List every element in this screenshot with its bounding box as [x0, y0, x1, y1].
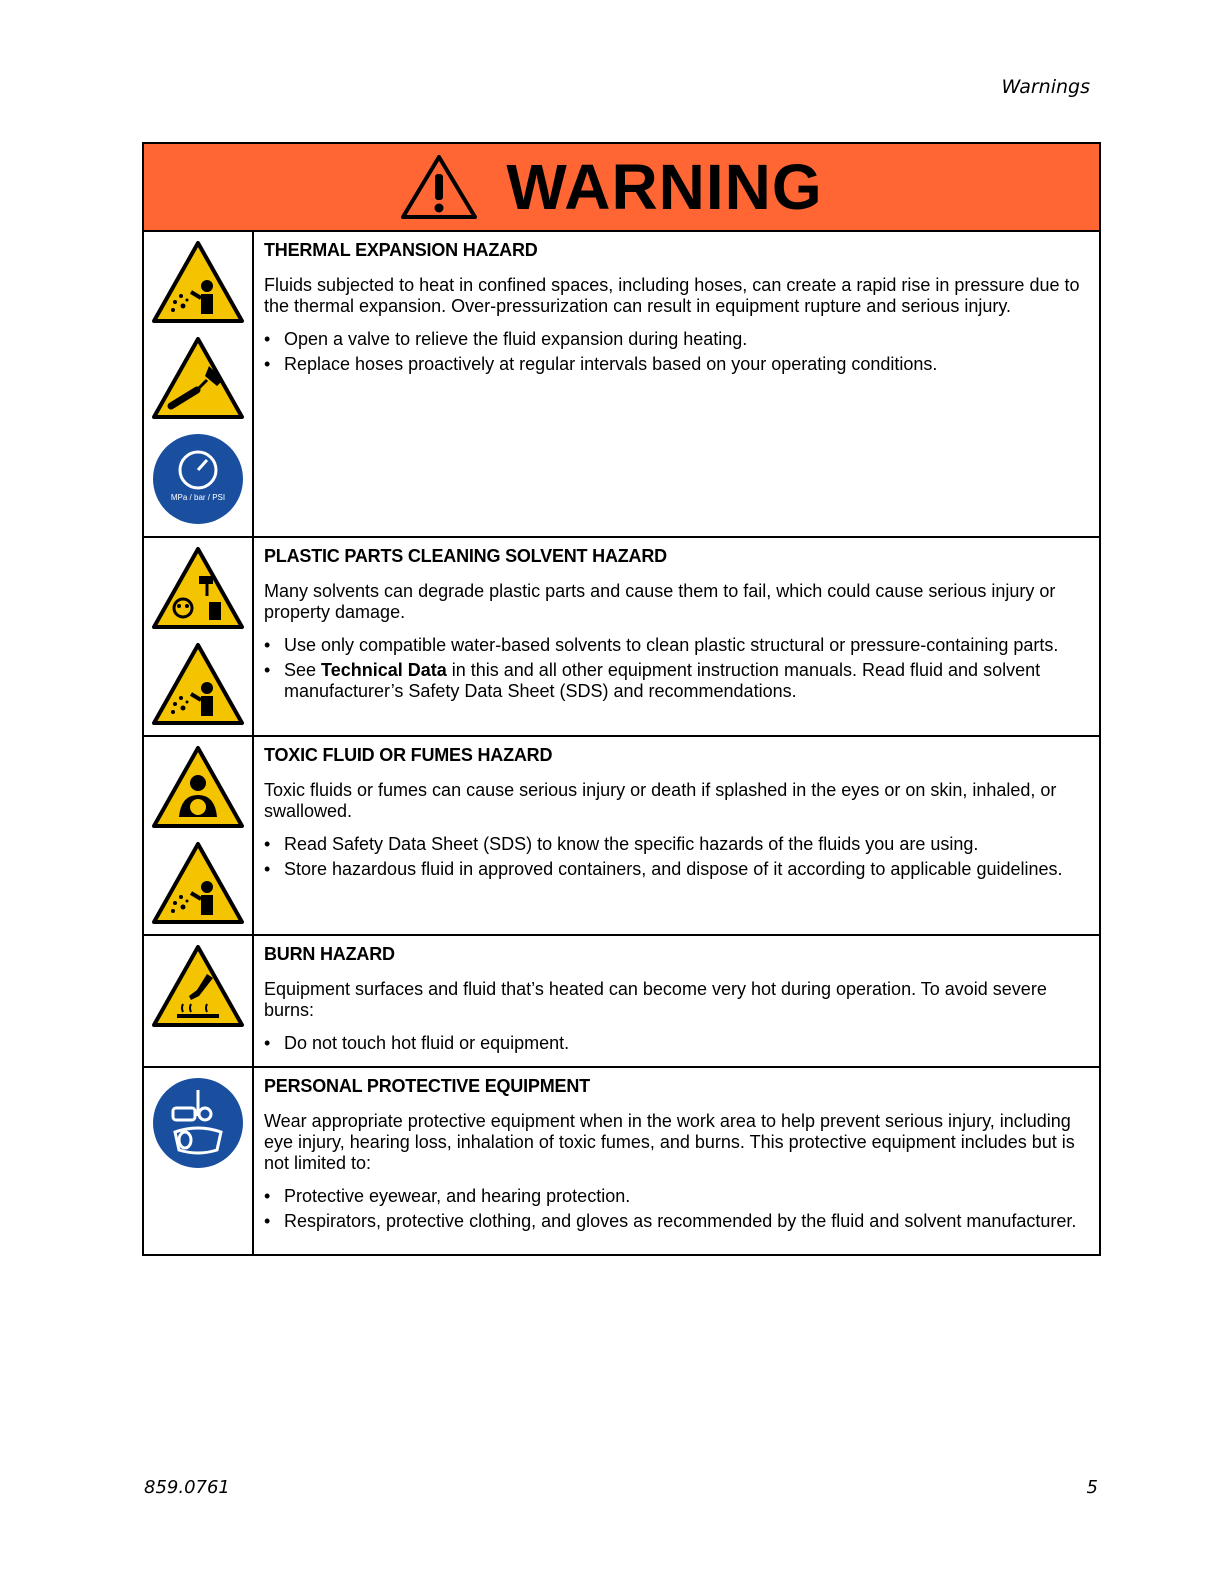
splash-hazard-icon — [151, 841, 245, 925]
hazard-bullet: • Protective eyewear, and hearing protection. — [264, 1186, 1089, 1207]
hazard-bullet: • Store hazardous fluid in approved containers, and dispose of it according to applicable guidelines. — [264, 859, 1089, 880]
pressure-gauge-icon — [151, 432, 245, 526]
hazard-bullets — [264, 834, 1089, 880]
splash-hazard-icon — [151, 642, 245, 726]
page-header-title: Warnings — [1001, 76, 1090, 98]
hazard-icons-cell — [143, 1067, 253, 1255]
technical-data-reference: Technical Data — [321, 660, 447, 680]
ppe-mandatory-icon — [151, 1076, 245, 1170]
hot-surface-hazard-icon — [151, 944, 245, 1028]
hazard-bullet-see — [264, 660, 1089, 702]
warning-banner — [143, 143, 1100, 231]
hazard-row-ppe — [143, 1067, 1100, 1255]
hazard-text-cell — [253, 935, 1100, 1067]
hazard-icons-cell — [143, 736, 253, 935]
see-rest: in this and all other equipment instruction manuals. Read fluid and solvent manufacturer’s Safety Data Sheet (SDS) and recommendations. — [284, 660, 1041, 701]
hazard-bullets — [264, 1186, 1089, 1232]
hazard-description: Many solvents can degrade plastic parts and cause them to fail, which could cause serious injury or property damage. — [264, 581, 1056, 622]
hazard-bullet: • Use only compatible water-based solvents to clean plastic structural or pressure-containing parts. — [264, 635, 1089, 656]
hazard-row-plastic-solvent — [143, 537, 1100, 736]
chemical-ppe-hazard-icon — [151, 546, 245, 630]
hazard-text-cell — [253, 736, 1100, 935]
hose-injection-hazard-icon — [151, 336, 245, 420]
hazard-text-cell — [253, 1067, 1100, 1255]
hazard-bullet: • Read Safety Data Sheet (SDS) to know the specific hazards of the fluids you are using. — [264, 834, 1089, 855]
hazard-description: Wear appropriate protective equipment when in the work area to help prevent serious injury, including eye injury, hearing loss, inhalation of toxic fumes, and burns. This protective equipment includes but is not limited to: — [264, 1111, 1075, 1173]
hazard-bullet: • Do not touch hot fluid or equipment. — [264, 1033, 1089, 1054]
hazard-bullets — [264, 635, 1089, 702]
hazard-title: PLASTIC PARTS CLEANING SOLVENT HAZARD — [264, 546, 667, 566]
hazard-bullet: • Replace hoses proactively at regular intervals based on your operating conditions. — [264, 354, 1089, 375]
hazard-description: Fluids subjected to heat in confined spaces, including hoses, can create a rapid rise in pressure due to the thermal expansion. Over-pressurization can result in equipment rupture and serious injury. — [264, 275, 1080, 316]
hazard-icons-cell — [143, 935, 253, 1067]
hazard-text-cell — [253, 231, 1100, 537]
page-number: 5 — [1086, 1477, 1098, 1498]
splash-hazard-icon — [151, 240, 245, 324]
hazard-row-toxic-fluid — [143, 736, 1100, 935]
see-prefix: See — [284, 660, 322, 680]
hazard-bullet: • Open a valve to relieve the fluid expansion during heating. — [264, 329, 1089, 350]
hazard-bullet: • Respirators, protective clothing, and gloves as recommended by the fluid and solvent manufacturer. — [264, 1211, 1089, 1232]
gauge-units-label: MPa / bar / PSI — [170, 493, 226, 502]
hazard-row-thermal-expansion — [143, 231, 1100, 537]
hazard-bullets — [264, 329, 1089, 375]
hazard-title: THERMAL EXPANSION HAZARD — [264, 240, 538, 260]
hazard-title: BURN HAZARD — [264, 944, 395, 964]
warning-banner-title: WARNING — [506, 151, 823, 223]
hazard-title: PERSONAL PROTECTIVE EQUIPMENT — [264, 1076, 590, 1096]
hazard-bullets — [264, 1033, 1089, 1054]
hazard-row-burn — [143, 935, 1100, 1067]
hazard-text-cell — [253, 537, 1100, 736]
hazard-title: TOXIC FLUID OR FUMES HAZARD — [264, 745, 553, 765]
hazard-icons-cell — [143, 537, 253, 736]
hazard-description: Toxic fluids or fumes can cause serious injury or death if splashed in the eyes or on skin, inhaled, or swallowed. — [264, 780, 1057, 821]
hazard-icons-cell — [143, 231, 253, 537]
document-number: 859.0761 — [144, 1477, 230, 1498]
warning-triangle-icon — [400, 154, 478, 220]
toxic-fumes-hazard-icon — [151, 745, 245, 829]
hazard-description: Equipment surfaces and fluid that’s heated can become very hot during operation. To avoid severe burns: — [264, 979, 1047, 1020]
warning-table — [142, 142, 1101, 1256]
